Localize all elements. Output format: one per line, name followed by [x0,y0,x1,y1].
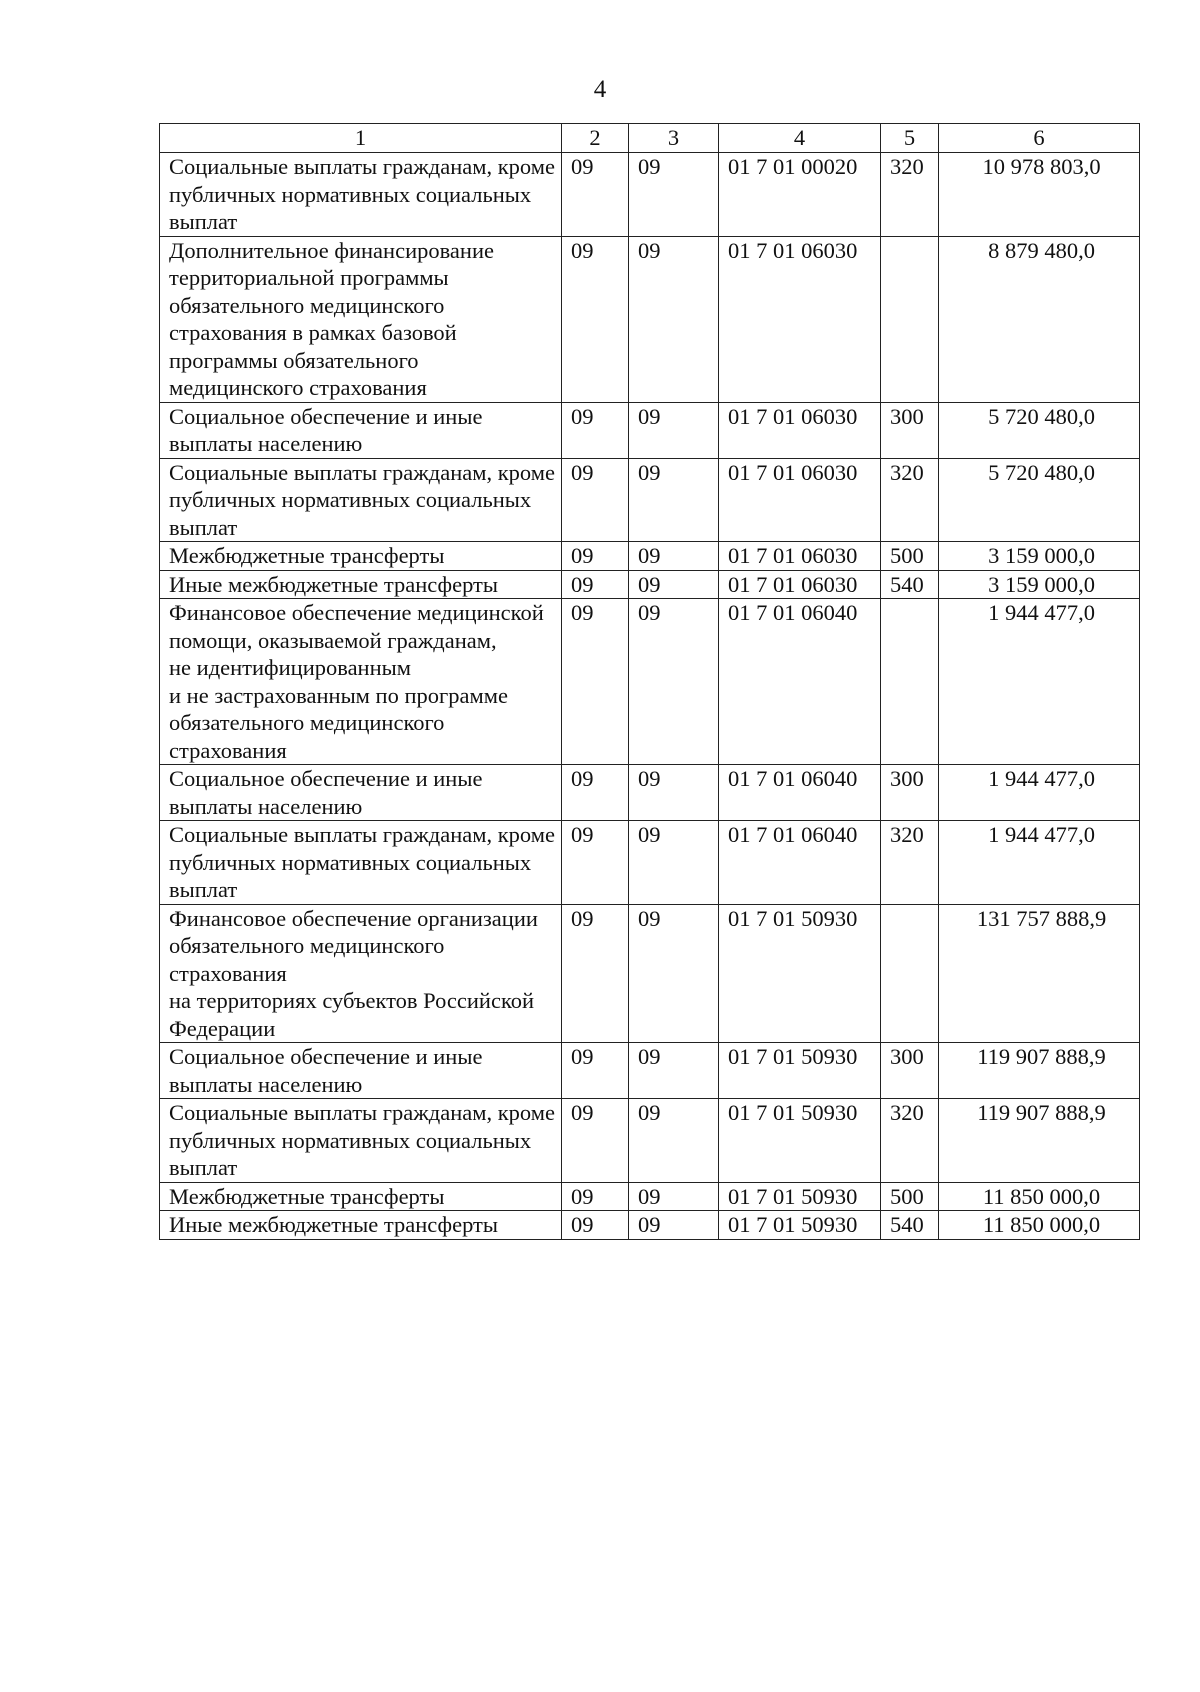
row-name-cell: Межбюджетные трансферты [160,542,562,571]
row-name-cell: Иные межбюджетные трансферты [160,570,562,599]
target-article-cell: 01 7 01 50930 [719,1043,881,1099]
row-name-cell: Социальное обеспечение и иные выплаты населению [160,1043,562,1099]
row-name-cell: Социальное обеспечение и иные выплаты населению [160,402,562,458]
section-code-cell: 09 [562,1043,629,1099]
column-header: 5 [881,124,939,153]
table-row [160,402,1140,458]
amount-cell: 119 907 888,9 [939,1099,1140,1183]
section-code-cell: 09 [562,1099,629,1183]
row-name-cell: Социальные выплаты гражданам, кроме публичных нормативных социальных выплат [160,153,562,237]
table-row [160,153,1140,237]
amount-cell: 11 850 000,0 [939,1211,1140,1240]
row-name-cell: Финансовое обеспечение организации обязательного медицинского страхования на территориях субъектов Российской Федерации [160,904,562,1043]
row-name-cell: Социальные выплаты гражданам, кроме публичных нормативных социальных выплат [160,1099,562,1183]
target-article-cell: 01 7 01 50930 [719,1182,881,1211]
subsection-code-cell: 09 [629,1099,719,1183]
target-article-cell: 01 7 01 06040 [719,821,881,905]
table-row [160,765,1140,821]
row-name-cell: Иные межбюджетные трансферты [160,1211,562,1240]
target-article-cell: 01 7 01 06040 [719,765,881,821]
section-code-cell: 09 [562,765,629,821]
subsection-code-cell: 09 [629,153,719,237]
amount-cell: 5 720 480,0 [939,458,1140,542]
row-name-cell: Дополнительное финансирование территориальной программы обязательного медицинского страхования в рамках базовой программы обязательного медицинского страхования [160,236,562,402]
target-article-cell: 01 7 01 50930 [719,904,881,1043]
expense-type-cell: 500 [881,1182,939,1211]
expense-type-cell: 320 [881,153,939,237]
table-row [160,599,1140,765]
expense-type-cell: 540 [881,1211,939,1240]
expense-type-cell: 300 [881,765,939,821]
section-code-cell: 09 [562,570,629,599]
expense-type-cell [881,236,939,402]
subsection-code-cell: 09 [629,1211,719,1240]
table-row [160,236,1140,402]
column-header: 1 [160,124,562,153]
section-code-cell: 09 [562,542,629,571]
amount-cell: 119 907 888,9 [939,1043,1140,1099]
target-article-cell: 01 7 01 06030 [719,570,881,599]
section-code-cell: 09 [562,153,629,237]
target-article-cell: 01 7 01 00020 [719,153,881,237]
section-code-cell: 09 [562,236,629,402]
amount-cell: 1 944 477,0 [939,765,1140,821]
section-code-cell: 09 [562,1211,629,1240]
section-code-cell: 09 [562,599,629,765]
expense-type-cell: 300 [881,402,939,458]
column-header: 6 [939,124,1140,153]
amount-cell: 8 879 480,0 [939,236,1140,402]
subsection-code-cell: 09 [629,599,719,765]
table-row [160,1099,1140,1183]
amount-cell: 1 944 477,0 [939,599,1140,765]
section-code-cell: 09 [562,458,629,542]
row-name-cell: Социальные выплаты гражданам, кроме публичных нормативных социальных выплат [160,821,562,905]
row-name-cell: Социальные выплаты гражданам, кроме публичных нормативных социальных выплат [160,458,562,542]
amount-cell: 3 159 000,0 [939,542,1140,571]
target-article-cell: 01 7 01 06040 [719,599,881,765]
row-name-cell: Межбюджетные трансферты [160,1182,562,1211]
column-header: 4 [719,124,881,153]
row-name-cell: Финансовое обеспечение медицинской помощи, оказываемой гражданам, не идентифицированным и не застрахованным по программе обязательного медицинского страхования [160,599,562,765]
expense-type-cell: 300 [881,1043,939,1099]
subsection-code-cell: 09 [629,570,719,599]
section-code-cell: 09 [562,402,629,458]
target-article-cell: 01 7 01 06030 [719,542,881,571]
expense-type-cell: 320 [881,458,939,542]
target-article-cell: 01 7 01 06030 [719,402,881,458]
expense-type-cell: 320 [881,821,939,905]
subsection-code-cell: 09 [629,765,719,821]
section-code-cell: 09 [562,821,629,905]
subsection-code-cell: 09 [629,904,719,1043]
table-row [160,821,1140,905]
subsection-code-cell: 09 [629,1182,719,1211]
table-header-row [160,124,1140,153]
target-article-cell: 01 7 01 50930 [719,1211,881,1240]
table-row [160,542,1140,571]
subsection-code-cell: 09 [629,821,719,905]
amount-cell: 3 159 000,0 [939,570,1140,599]
amount-cell: 10 978 803,0 [939,153,1140,237]
table-row [160,904,1140,1043]
expense-type-cell: 540 [881,570,939,599]
expense-type-cell [881,599,939,765]
amount-cell: 5 720 480,0 [939,402,1140,458]
table-row [160,458,1140,542]
row-name-cell: Социальное обеспечение и иные выплаты населению [160,765,562,821]
table-row [160,1043,1140,1099]
amount-cell: 1 944 477,0 [939,821,1140,905]
target-article-cell: 01 7 01 06030 [719,236,881,402]
table-row [160,570,1140,599]
subsection-code-cell: 09 [629,1043,719,1099]
subsection-code-cell: 09 [629,458,719,542]
subsection-code-cell: 09 [629,542,719,571]
table-row [160,1211,1140,1240]
section-code-cell: 09 [562,1182,629,1211]
subsection-code-cell: 09 [629,236,719,402]
table-row [160,1182,1140,1211]
section-code-cell: 09 [562,904,629,1043]
expense-type-cell: 320 [881,1099,939,1183]
amount-cell: 131 757 888,9 [939,904,1140,1043]
column-header: 2 [562,124,629,153]
target-article-cell: 01 7 01 50930 [719,1099,881,1183]
column-header: 3 [629,124,719,153]
amount-cell: 11 850 000,0 [939,1182,1140,1211]
expense-type-cell: 500 [881,542,939,571]
budget-table [159,123,1140,1240]
target-article-cell: 01 7 01 06030 [719,458,881,542]
subsection-code-cell: 09 [629,402,719,458]
expense-type-cell [881,904,939,1043]
page-number: 4 [593,76,607,103]
